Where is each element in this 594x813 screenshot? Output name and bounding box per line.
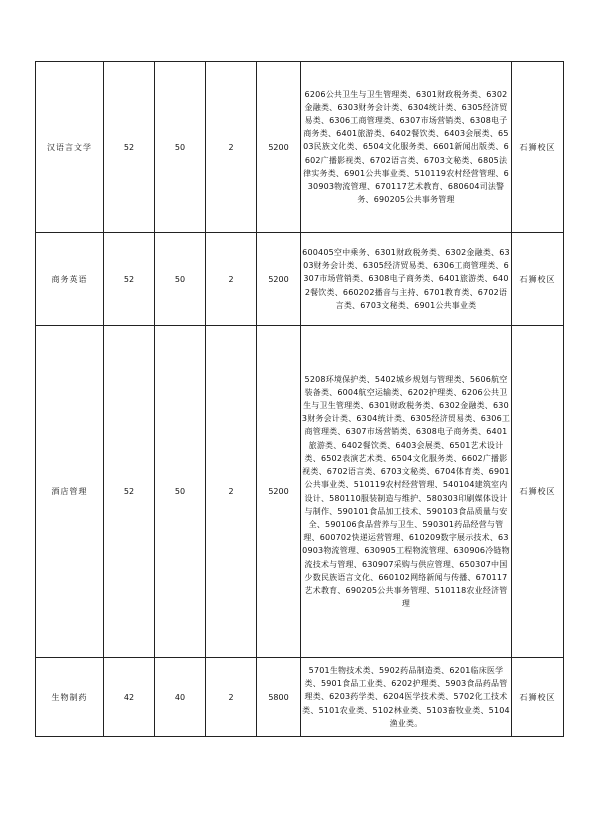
eligible-majors-cell: 5701生物技术类、5902药品制造类、6201临床医学类、5901食品工业类、6202护理类、5903食品药品管理类、6203药学类、6204医学技术类、5702化工技术类、5101农业类、5102林业类、5103畜牧业类、5104渔业类。 bbox=[301, 658, 512, 737]
major-name-cell: 生物制药 bbox=[36, 658, 104, 737]
value-cell: 42 bbox=[104, 658, 155, 737]
value-cell: 2 bbox=[206, 233, 257, 326]
eligible-majors-cell: 5208环境保护类、5402城乡规划与管理类、5606航空装备类、6004航空运输类、6202护理类、6206公共卫生与卫生管理类、6301财政税务类、6302金融类、6303财务会计类、6304统计类、6305经济贸易类、6306工商管理类、6307市场营销类、6308电子商务类、6401旅游类、6402餐饮类、6403会展类、6501艺术设计类、6502表演艺术类、6504文化服务类、6602广播影视类、6702语言类、6703文秘类、6704体育类、6901公共事业类、510119农村经营管理、540104建筑室内设计、580110服装制造与维护、580303印刷媒体设计与制作、590101食品加工技术、590103食品质量与安全、590106食品营养与卫生、590301药品经营与管理、600702快递运营管理、610209数字展示技术、630903物流管理、630905工程物流管理、630906冷链物流技术与管理、630907采购与供应管理、650307中国少数民族语言文化、660102网络新闻与传播、670117艺术教育、690205公共事务管理、510118农业经济管理 bbox=[301, 326, 512, 658]
value-cell: 50 bbox=[155, 326, 206, 658]
major-name-cell: 酒店管理 bbox=[36, 326, 104, 658]
value-cell: 5200 bbox=[257, 326, 301, 658]
value-cell: 40 bbox=[155, 658, 206, 737]
campus-cell: 石狮校区 bbox=[512, 658, 564, 737]
eligible-majors-cell: 6206公共卫生与卫生管理类、6301财政税务类、6302金融类、6303财务会计类、6304统计类、6305经济贸易类、6306工商管理类、6307市场营销类、6308电子商务类、6401旅游类、6402餐饮类、6403会展类、6503民族文化类、6504文化服务类、6601新闻出版类、6602广播影视类、6702语言类、6703文秘类、6805法律实务类、6901公共事业类、510119农村经营管理、630903物流管理、670117艺术教育、680604司法警务、690205公共事务管理 bbox=[301, 62, 512, 233]
table-row bbox=[36, 658, 564, 737]
value-cell: 50 bbox=[155, 62, 206, 233]
campus-cell: 石狮校区 bbox=[512, 233, 564, 326]
value-cell: 52 bbox=[104, 62, 155, 233]
table-row bbox=[36, 326, 564, 658]
value-cell: 2 bbox=[206, 326, 257, 658]
value-cell: 52 bbox=[104, 233, 155, 326]
value-cell: 2 bbox=[206, 658, 257, 737]
value-cell: 50 bbox=[155, 233, 206, 326]
value-cell: 5800 bbox=[257, 658, 301, 737]
value-cell: 5200 bbox=[257, 62, 301, 233]
major-name-cell: 汉语言文学 bbox=[36, 62, 104, 233]
eligible-majors-cell: 600405空中乘务、6301财政税务类、6302金融类、6303财务会计类、6305经济贸易类、6306工商管理类、6307市场营销类、6308电子商务类、6401旅游类、6402餐饮类、660202播音与主持、6701教育类、6702语言类、6703文秘类、6901公共事业类 bbox=[301, 233, 512, 326]
campus-cell: 石狮校区 bbox=[512, 62, 564, 233]
value-cell: 52 bbox=[104, 326, 155, 658]
major-name-cell: 商务英语 bbox=[36, 233, 104, 326]
campus-cell: 石狮校区 bbox=[512, 326, 564, 658]
value-cell: 2 bbox=[206, 62, 257, 233]
table-row bbox=[36, 233, 564, 326]
value-cell: 5200 bbox=[257, 233, 301, 326]
enrollment-table bbox=[35, 61, 564, 737]
table-row bbox=[36, 62, 564, 233]
